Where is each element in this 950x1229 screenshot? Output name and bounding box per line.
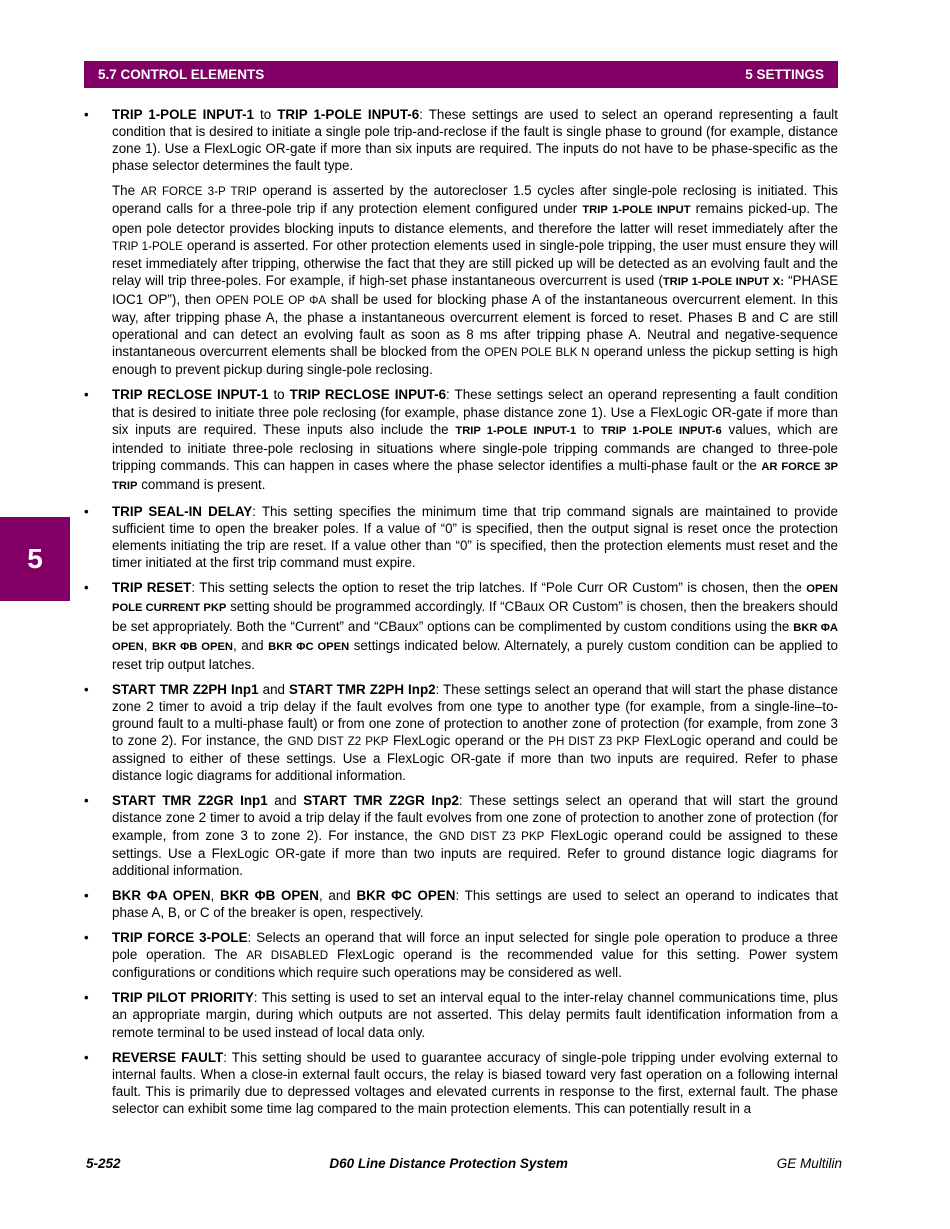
setting-name: START TMR Z2PH Inp1 — [112, 681, 259, 697]
bullet: • — [84, 930, 89, 946]
page-footer — [86, 1156, 842, 1171]
paragraph: TRIP 1-POLE INPUT-1 to TRIP 1-POLE INPUT-6: These settings are used to select an operand representing a fault condition that is desired to initiate a single pole trip-and-reclose if the fault is single phase to ground (for example, distance zone 1). Use a FlexLogic OR-gate if more than six inputs are required. The inputs do not have to be phase-specific as the phase selector determines the fault type. — [112, 107, 838, 174]
bullet: • — [84, 107, 89, 122]
document-title: D60 Line Distance Protection System — [329, 1156, 568, 1171]
list-item-reverse-fault — [84, 1049, 838, 1117]
paragraph: BKR ΦA OPEN, BKR ΦB OPEN, and BKR ΦC OPEN: This settings are used to select an operand to indicates that phase A, B, or C of the breaker is open, respectively. — [112, 887, 839, 920]
chapter-tab-label: 5 — [27, 543, 43, 574]
list-item-start-tmr-z2gr — [84, 792, 838, 878]
paragraph: TRIP PILOT PRIORITY: This setting is used to set an interval equal to the inter-relay channel communications time, plus an appropriate margin, during which outputs are not asserted. This delay permits fault identification information from a remote terminal to be used instead of local data only. — [112, 990, 838, 1040]
paragraph: The AR FORCE 3-P TRIP operand is asserted by the autorecloser 1.5 cycles after single-pole reclosing is initiated. This operand calls for a three-pole trip if any protection element configured under TRIP 1-POLE INPUT remains picked-up. The open pole detector provides blocking inputs to distance elements, and therefore the latter will reset immediately after the TRIP 1-POLE operand is asserted. For other protection elements used in single-pole tripping, the user must ensure they will reset immediately after tripping, otherwise the fact that they are still picked up will be detected as an evolving fault and the relay will trip three-poles. For example, if high-set phase instantaneous overcurrent is used (TRIP 1-POLE INPUT X: “PHASE IOC1 OP”), then OPEN POLE OP ΦA shall be used for blocking phase A of the instantaneous overcurrent element. In this way, after tripping phase A, the phase a instantaneous overcurrent element is forced to reset. Phases B and C are still operational and can detect an evolving fault as soon as 8 ms after tripping phase A. Neutral and negative-sequence instantaneous overcurrent elements shall be blocked from the OPEN POLE BLK N operand unless the pickup setting is high enough to prevent pickup during single-pole reclosing. — [112, 183, 839, 378]
setting-name: BKR ΦA OPEN — [112, 887, 211, 903]
bullet: • — [84, 387, 89, 403]
setting-name: TRIP 1-POLE INPUT-6 — [277, 107, 420, 122]
section-title: 5.7 CONTROL ELEMENTS — [98, 67, 265, 82]
paragraph: START TMR Z2GR Inp1 and START TMR Z2GR Inp2: These settings select an operand that will start the ground distance zone 2 timer to avoid a trip delay if the fault evolves from one zone of protection to another zone of protection (for example, from zone 3 to zone 2). For instance, the GND DIST Z3 PKP FlexLogic operand could be assigned to these settings. Use a FlexLogic OR-gate if more than two inputs are required. Refer to ground distance logic diagrams for additional information. — [112, 793, 839, 878]
bullet: • — [84, 503, 89, 519]
list-item-trip-1-pole-input — [84, 106, 838, 378]
setting-name: TRIP RESET — [112, 580, 192, 596]
chapter-side-tab — [0, 517, 70, 601]
page-number: 5-252 — [86, 1156, 121, 1171]
setting-name: BKR ΦB OPEN — [219, 887, 319, 903]
bullet: • — [84, 1049, 89, 1065]
list-item-trip-reset — [84, 579, 838, 672]
setting-name: REVERSE FAULT — [112, 1049, 224, 1065]
list-item-bkr-open — [84, 887, 838, 921]
list-item-start-tmr-z2ph — [84, 681, 838, 785]
list-item-trip-reclose-input — [84, 386, 838, 495]
list-item-trip-seal-in-delay — [84, 503, 838, 571]
setting-name: START TMR Z2GR Inp1 — [112, 793, 268, 809]
page-body — [84, 106, 838, 1125]
operand: GND DIST Z3 PKP — [438, 829, 545, 843]
operand: AR DISABLED — [246, 949, 329, 963]
setting-ref: TRIP 1-POLE INPUT-6 — [600, 424, 722, 437]
setting-name: TRIP RECLOSE INPUT-1 — [112, 387, 269, 403]
paragraph: TRIP FORCE 3-POLE: Selects an operand that will force an input selected for single pole operation to produce a three pole operation. The AR DISABLED FlexLogic operand is the recommended value for this setting. Power system configurations or conditions which require such operations may be considered as well. — [112, 930, 838, 981]
paragraph: START TMR Z2PH Inp1 and START TMR Z2PH Inp2: These settings select an operand that will start the phase distance zone 2 timer to avoid a trip delay if the fault evolves from one type to another type (for example, from a single-line–to-ground fault to a multi-phase fault) or from one zone of protection to another zone of protection (for example, from zone 3 to zone 2). For instance, the GND DIST Z2 PKP FlexLogic operand or the PH DIST Z3 PKP FlexLogic operand and could be assigned to either of these settings. Use a FlexLogic OR-gate if more than two inputs are required. Refer to phase distance logic diagrams for additional information. — [112, 681, 838, 784]
paragraph: TRIP RESET: This setting selects the option to reset the trip latches. If “Pole Curr OR Custom” is chosen, then the OPEN POLE CURRENT PKP setting should be programmed accordingly. If “CBaux OR Custom” is chosen, then the breakers should be set appropriately. Both the “Current” and “CBaux” options can be complimented by custom conditions using the BKR ΦA OPEN, BKR ΦB OPEN, and BKR ΦC OPEN settings indicated below. Alternately, a purely custom condition can be applied to reset trip output latches. — [112, 580, 839, 672]
setting-name: TRIP 1-POLE INPUT-1 — [112, 107, 254, 122]
setting-name: TRIP FORCE 3-POLE — [112, 930, 248, 946]
operand: PH DIST Z3 PKP — [548, 735, 640, 749]
setting-ref: TRIP 1-POLE INPUT — [582, 204, 691, 217]
setting-ref: BKR ΦA OPEN — [112, 621, 838, 653]
setting-ref: TRIP 1-POLE INPUT-1 — [455, 424, 577, 437]
operand: AR FORCE 3-P TRIP — [140, 185, 257, 199]
setting-name: START TMR Z2GR Inp2 — [303, 793, 459, 809]
setting-name: BKR ΦC OPEN — [356, 887, 456, 903]
setting-name: TRIP PILOT PRIORITY — [112, 990, 254, 1006]
operand: OPEN POLE OP ΦA — [215, 293, 327, 307]
setting-name: TRIP RECLOSE INPUT-6 — [289, 387, 447, 403]
setting-name: TRIP SEAL-IN DELAY — [112, 503, 253, 519]
setting-ref: TRIP 1-POLE INPUT X: — [662, 275, 784, 288]
setting-ref: AR FORCE 3P TRIP — [112, 460, 839, 492]
list-item-trip-force-3-pole — [84, 929, 838, 981]
paragraph: TRIP RECLOSE INPUT-1 to TRIP RECLOSE INPUT-6: These settings select an operand representing a fault condition that is desired to initiate three pole reclosing (for example, phase distance zone 1). Use a FlexLogic OR-gate if more than six inputs are required. These inputs also include the TRIP 1-POLE INPUT-1 to TRIP 1-POLE INPUT-6 values, which are intended to initiate three-pole reclosing in situations where single-pole tripping commands are changed to three-pole tripping commands. This can happen in cases where the phase selector identifies a multi-phase fault or the AR FORCE 3P TRIP command is present. — [112, 387, 839, 492]
bullet: • — [84, 681, 89, 697]
bullet: • — [84, 887, 89, 903]
bullet: • — [84, 793, 89, 809]
bullet: • — [84, 990, 89, 1006]
page-header-bar — [84, 61, 838, 88]
paragraph: REVERSE FAULT: This setting should be used to guarantee accuracy of single-pole tripping under evolving external to internal faults. When a close-in external fault occurs, the relay is biased toward very fast operation on a following internal fault. This is primarily due to depressed voltages and elevated currents in response to the first, external fault. The phase selector can exhibit some time lag compared to the main protection elements. This can potentially result in a — [112, 1049, 838, 1116]
company-name: GE Multilin — [776, 1156, 842, 1171]
setting-ref: OPEN POLE CURRENT PKP — [112, 583, 838, 615]
operand: GND DIST Z2 PKP — [287, 735, 389, 749]
chapter-title: 5 SETTINGS — [745, 67, 824, 82]
setting-name: START TMR Z2PH Inp2 — [289, 681, 436, 697]
bullet: • — [84, 580, 89, 596]
operand: OPEN POLE BLK N — [484, 346, 590, 360]
list-item-trip-pilot-priority — [84, 989, 838, 1040]
setting-ref: BKR ΦC OPEN — [268, 640, 350, 653]
operand: TRIP 1-POLE — [112, 239, 183, 253]
setting-ref: BKR ΦB OPEN — [151, 640, 234, 653]
paragraph: TRIP SEAL-IN DELAY: This setting specifies the minimum time that trip command signals are maintained to provide sufficient time to open the breaker poles. If a value of “0” is specified, then the output signal is reset once the protection elements initiating the trip are reset. If a value other than “0” is specified, then the protection elements must reset and the timer initiated at the first trip command must expire. — [112, 503, 838, 571]
